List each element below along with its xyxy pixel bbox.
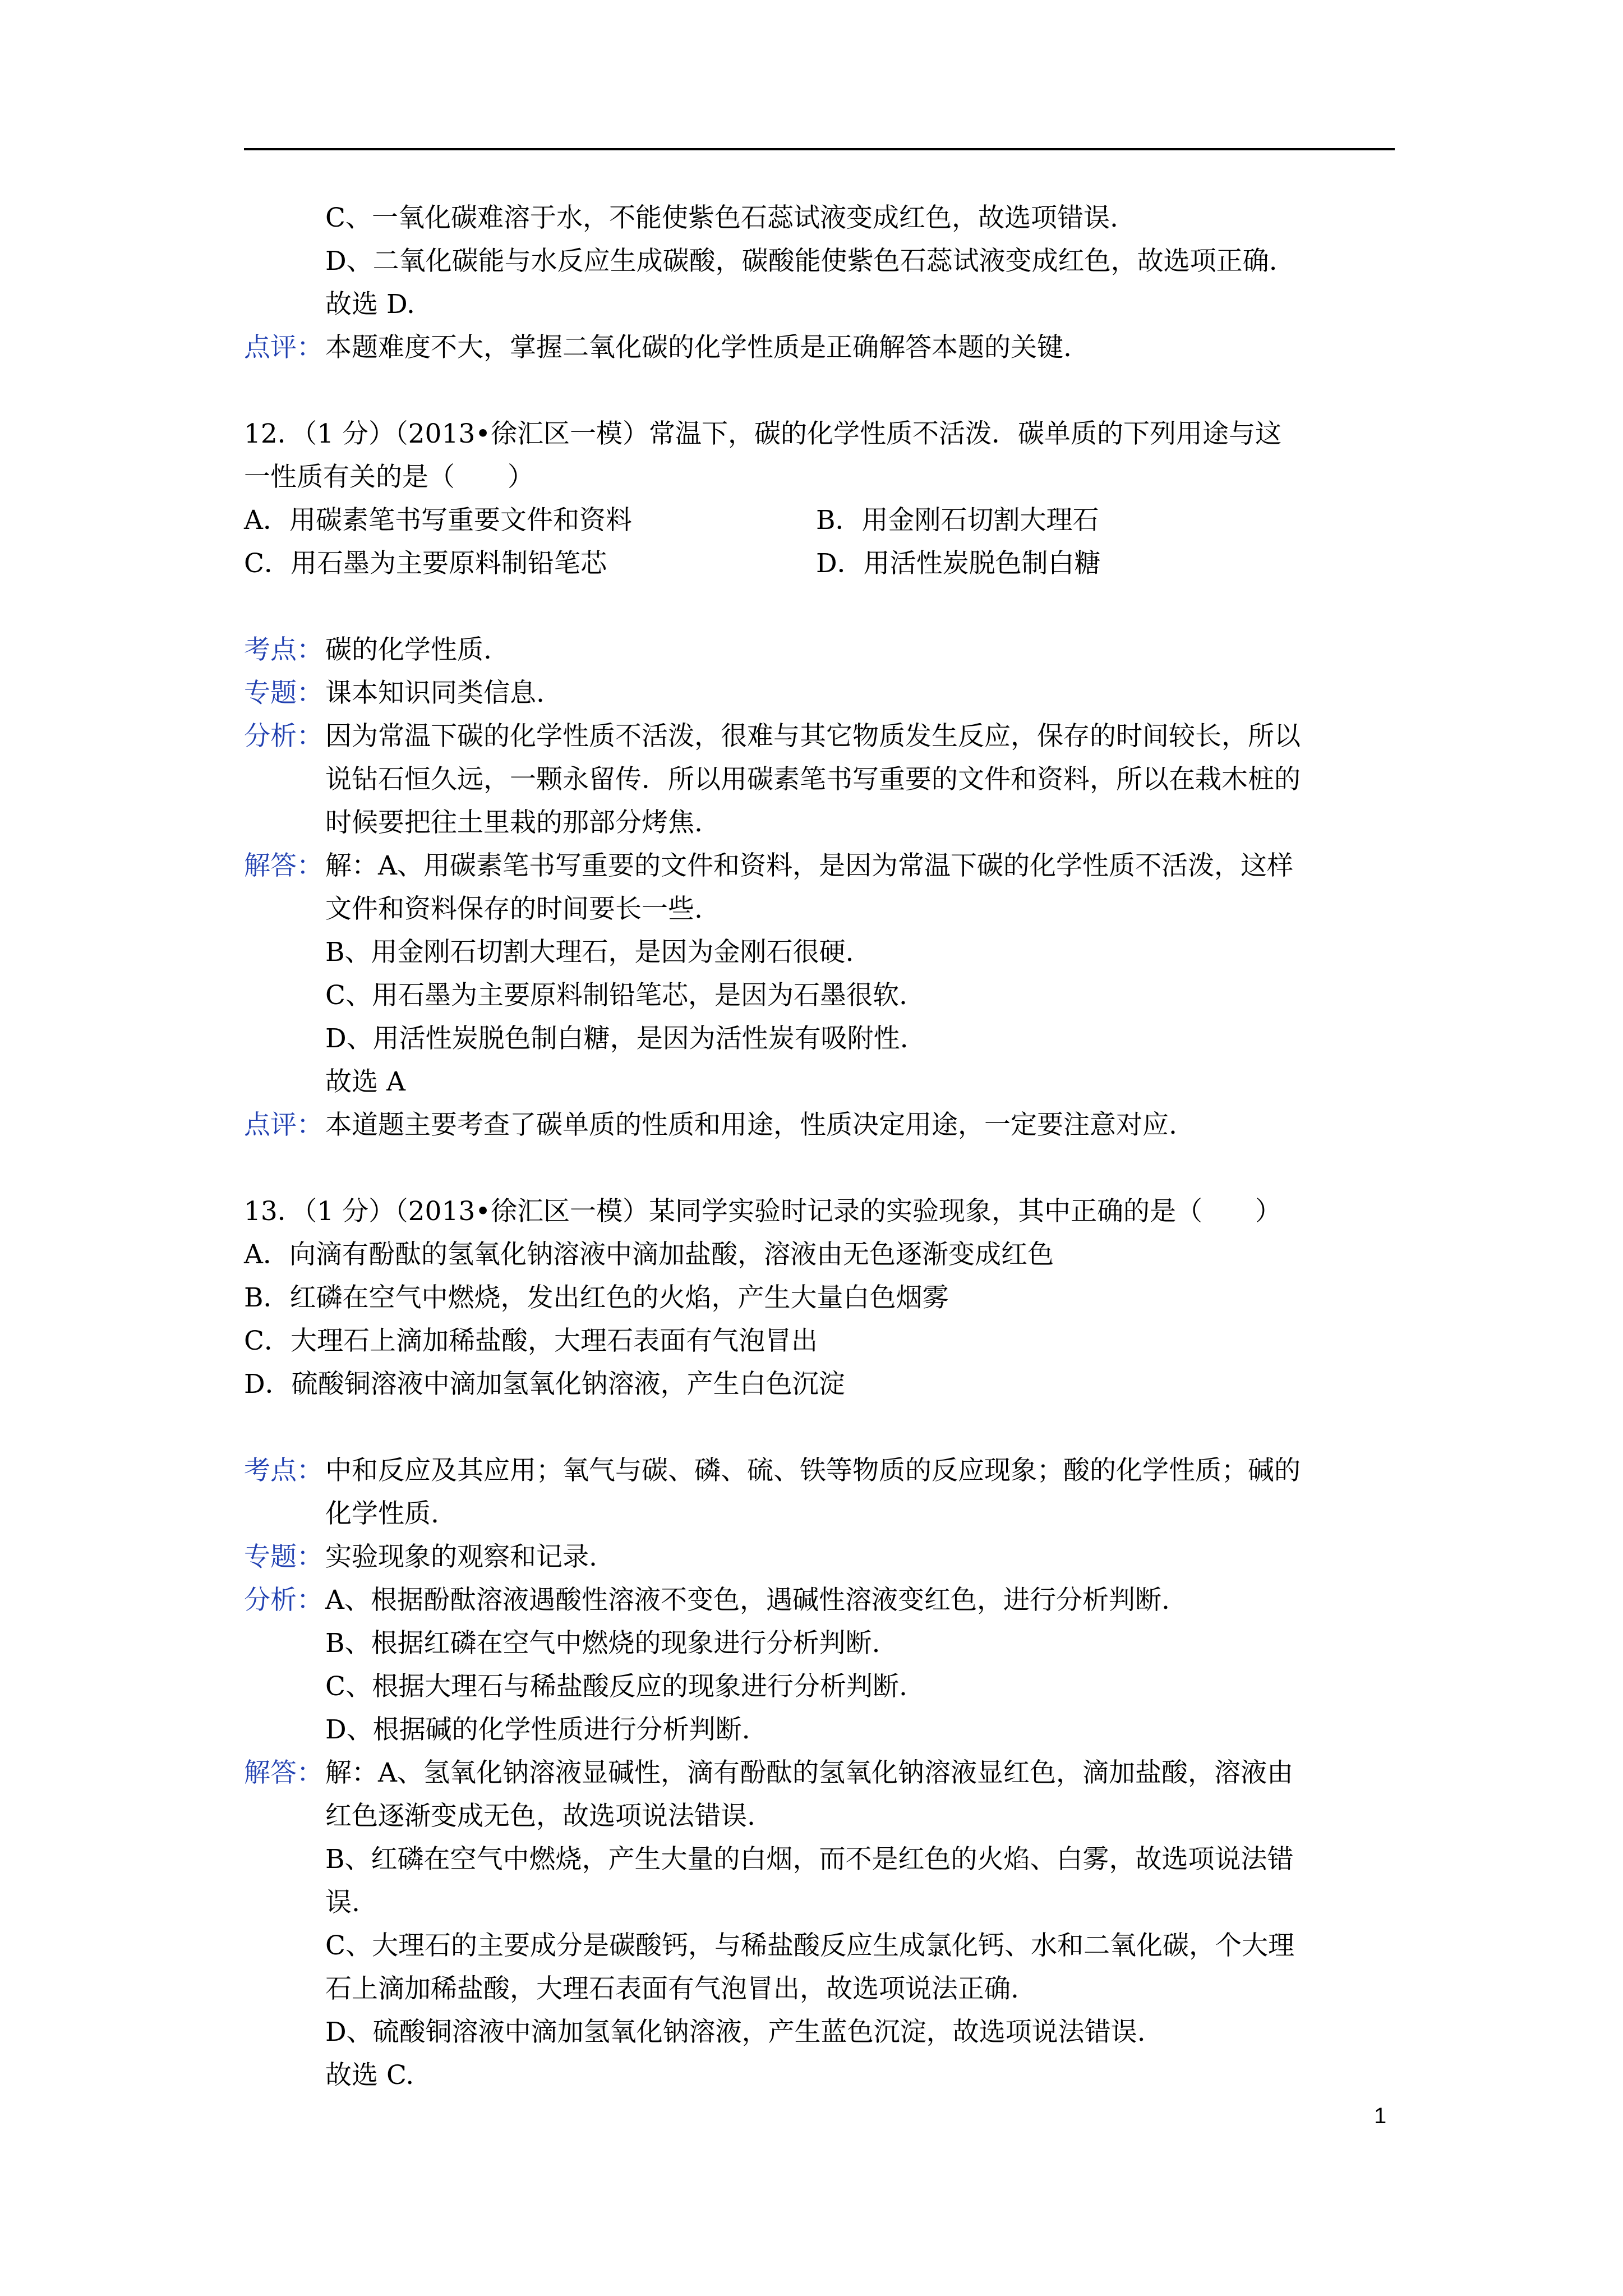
q12-fenxi — [244, 715, 1399, 844]
text-line: B、用金刚石切割大理石，是因为金刚石很硬. — [325, 937, 854, 968]
q12-jieda — [244, 844, 1399, 1103]
section-label: 专题： — [244, 678, 323, 708]
question-stem: 一性质有关的是（ ） — [244, 462, 534, 493]
q12-dianping — [244, 1103, 1399, 1147]
q12-zhuanti — [244, 671, 1399, 715]
q11-comment — [244, 326, 1399, 369]
text-line: 解：A、用碳素笔书写重要的文件和资料，是因为常温下碳的化学性质不活泼，这样 — [325, 850, 1293, 881]
q13-jieda — [244, 1751, 1399, 2097]
section-label: 考点： — [244, 634, 323, 665]
option-a: A．用碳素笔书写重要文件和资料 — [244, 505, 632, 536]
text-line: 解：A、氢氧化钠溶液显碱性，滴有酚酞的氢氧化钠溶液显红色，滴加盐酸，溶液由 — [325, 1757, 1293, 1788]
q11-analysis-tail — [244, 196, 1399, 326]
text-line: 实验现象的观察和记录. — [325, 1542, 597, 1572]
text-line: D、硫酸铜溶液中滴加氢氧化钠溶液，产生蓝色沉淀，故选项说法错误. — [325, 2017, 1146, 2047]
text-line: D、根据碱的化学性质进行分析判断. — [325, 1714, 750, 1745]
text-line: 故选 C. — [325, 2060, 414, 2091]
text-line: 文件和资料保存的时间要长一些. — [325, 894, 703, 924]
text-line: C、大理石的主要成分是碳酸钙，与稀盐酸反应生成氯化钙、水和二氧化碳，个大理 — [325, 1930, 1294, 1961]
page-content — [244, 196, 1399, 2097]
section-label: 分析： — [244, 1585, 323, 1616]
text-line: 故选 D. — [325, 289, 415, 320]
section-label: 考点： — [244, 1455, 323, 1486]
option-b: B．红磷在空气中燃烧，发出红色的火焰，产生大量白色烟雾 — [244, 1282, 949, 1313]
section-label: 解答： — [244, 850, 323, 881]
q13-kaodian — [244, 1449, 1399, 1535]
text-line: A、根据酚酞溶液遇酸性溶液不变色，遇碱性溶液变红色，进行分析判断. — [325, 1585, 1170, 1616]
text-line: 中和反应及其应用；氧气与碳、磷、硫、铁等物质的反应现象；酸的化学性质；碱的 — [325, 1455, 1301, 1486]
options-row — [244, 499, 1399, 542]
text-line: 因为常温下碳的化学性质不活泼，很难与其它物质发生反应，保存的时间较长，所以 — [325, 721, 1301, 752]
text-line: B、红磷在空气中燃烧，产生大量的白烟，而不是红色的火焰、白雾，故选项说法错 — [325, 1844, 1294, 1875]
option-a: A．向滴有酚酞的氢氧化钠溶液中滴加盐酸，溶液由无色逐渐变成红色 — [244, 1239, 1054, 1270]
text-line: 课本知识同类信息. — [325, 678, 545, 708]
section-label: 点评： — [244, 332, 323, 363]
text-line: B、根据红磷在空气中燃烧的现象进行分析判断. — [325, 1628, 880, 1659]
question-stem: 12．（1 分）（2013•徐汇区一模）常温下，碳的化学性质不活泼．碳单质的下列用途与这 — [244, 418, 1281, 449]
text-line: D、二氧化碳能与水反应生成碳酸，碳酸能使紫色石蕊试液变成红色，故选项正确. — [325, 246, 1278, 277]
text-line: D、用活性炭脱色制白糖，是因为活性炭有吸附性. — [325, 1023, 909, 1054]
text-line: 红色逐渐变成无色，故选项说法错误. — [325, 1801, 755, 1832]
section-label: 分析： — [244, 721, 323, 752]
section-label: 专题： — [244, 1542, 323, 1572]
option-c: C．大理石上滴加稀盐酸，大理石表面有气泡冒出 — [244, 1326, 818, 1356]
page-number: 1 — [1374, 2104, 1387, 2128]
option-d: D．用活性炭脱色制白糖 — [816, 548, 1101, 579]
text-line: 误. — [325, 1887, 360, 1918]
text-line: C、用石墨为主要原料制铅笔芯，是因为石墨很软. — [325, 980, 907, 1011]
q13-zhuanti — [244, 1535, 1399, 1579]
option-b: B．用金刚石切割大理石 — [816, 505, 1099, 536]
q12-kaodian — [244, 628, 1399, 671]
question-12 — [244, 412, 1399, 585]
text-line: 石上滴加稀盐酸，大理石表面有气泡冒出，故选项说法正确. — [325, 1973, 1019, 2004]
question-13 — [244, 1190, 1399, 1406]
text-line: 本题难度不大，掌握二氧化碳的化学性质是正确解答本题的关键. — [325, 332, 1072, 363]
question-stem: 13．（1 分）（2013•徐汇区一模）某同学实验时记录的实验现象，其中正确的是（ ） — [244, 1196, 1281, 1227]
text-line: 故选 A — [325, 1066, 405, 1097]
text-line: 时候要把往土里栽的那部分烤焦. — [325, 807, 703, 838]
text-line: 本道题主要考查了碳单质的性质和用途，性质决定用途，一定要注意对应. — [325, 1110, 1177, 1140]
q13-fenxi — [244, 1579, 1399, 1751]
text-line: 化学性质. — [325, 1498, 439, 1529]
option-d: D．硫酸铜溶液中滴加氢氧化钠溶液，产生白色沉淀 — [244, 1369, 845, 1400]
text-line: 碳的化学性质. — [325, 634, 492, 665]
text-line: C、一氧化碳难溶于水，不能使紫色石蕊试液变成红色，故选项错误. — [325, 203, 1118, 233]
section-label: 点评： — [244, 1110, 323, 1140]
option-c: C．用石墨为主要原料制铅笔芯 — [244, 548, 607, 579]
text-line: 说钻石恒久远，一颗永留传．所以用碳素笔书写重要的文件和资料，所以在栽木桩的 — [325, 764, 1301, 795]
section-label: 解答： — [244, 1757, 323, 1788]
text-line: C、根据大理石与稀盐酸反应的现象进行分析判断. — [325, 1671, 907, 1702]
header-rule — [244, 148, 1395, 150]
options-row — [244, 542, 1399, 585]
